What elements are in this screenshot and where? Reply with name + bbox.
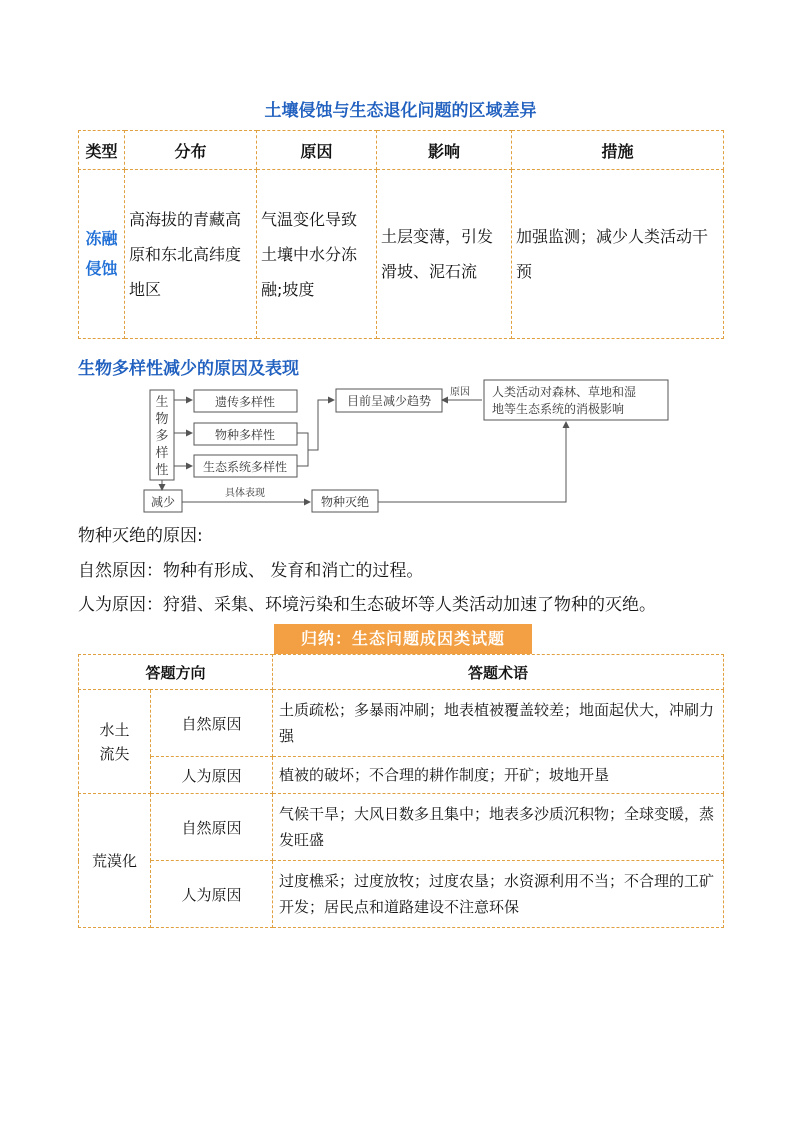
desert-natural-terms: 气候干旱；大风日数多且集中；地表多沙质沉积物；全球变暖，蒸发旺盛: [273, 794, 724, 861]
header-direction: 答题方向: [79, 655, 273, 690]
section2-title: 生物多样性减少的原因及表现: [78, 359, 299, 379]
type-cell: [79, 170, 125, 339]
erosion-table: [78, 130, 724, 339]
trend-label: 目前呈减少趋势: [346, 394, 432, 408]
soil-human-label: 人为原因: [151, 757, 273, 794]
species-label: 物种多样性: [214, 428, 276, 442]
desert-human-label: 人为原因: [151, 861, 273, 928]
decrease-label: 减少: [150, 495, 176, 509]
distribution-cell: 高海拔的青藏高原和东北高纬度地区: [125, 170, 257, 339]
soil-loss-line1: 水土: [99, 720, 130, 739]
type-line2: 侵蚀: [85, 259, 118, 278]
causes-table: [78, 654, 724, 928]
genetic-label: 遗传多样性: [214, 395, 276, 409]
header-cause: 原因: [257, 131, 377, 170]
causes-table-row: [79, 757, 724, 794]
cause-cell: 气温变化导致土壤中水分冻融;坡度: [257, 170, 377, 339]
measures-cell: 加强监测；减少人类活动干预: [512, 170, 724, 339]
summary-badge: 归纳：生态问题成因类试题: [274, 624, 532, 654]
human-cause-text: 人为原因：狩猎、采集、环境污染和生态破坏等人类活动加速了物种的灭绝。: [78, 595, 656, 615]
causes-table-row: [79, 690, 724, 757]
soil-loss-cell: [79, 690, 151, 794]
vlabel-3: 样: [155, 446, 169, 461]
causes-table-header-row: [79, 655, 724, 690]
human-activity-line2: 地等生态系统的消极影响: [492, 402, 625, 416]
causes-table-row: [79, 861, 724, 928]
header-distribution: 分布: [125, 131, 257, 170]
header-impact: 影响: [377, 131, 512, 170]
biodiversity-diagram: [140, 378, 680, 518]
soil-natural-terms: 土质疏松；多暴雨冲刷；地表植被覆盖较差；地面起伏大，冲刷力强: [273, 690, 724, 757]
natural-cause-text: 自然原因：物种有形成、 发育和消亡的过程。: [78, 561, 424, 581]
section1-title: 土壤侵蚀与生态退化问题的区域差异: [264, 101, 537, 121]
extinction-cause-heading: 物种灭绝的原因:: [78, 526, 203, 546]
causes-table-row: [79, 794, 724, 861]
header-type: 类型: [79, 131, 125, 170]
erosion-table-row: [79, 170, 724, 339]
vlabel-4: 性: [155, 463, 169, 478]
extinction-label: 物种灭绝: [320, 495, 370, 509]
desert-cell: 荒漠化: [79, 794, 151, 928]
type-line1: 冻融: [85, 229, 118, 248]
impact-cell: 土层变薄，引发滑坡、泥石流: [377, 170, 512, 339]
human-activity-line1: 人类活动对森林、草地和湿: [492, 385, 637, 399]
ecosystem-label: 生态系统多样性: [202, 460, 288, 474]
erosion-table-header-row: [79, 131, 724, 170]
vlabel-1: 物: [155, 412, 169, 427]
header-measures: 措施: [512, 131, 724, 170]
manifestation-label: 具体表现: [225, 488, 265, 499]
soil-human-terms: 植被的破坏；不合理的耕作制度；开矿；坡地开垦: [273, 757, 724, 794]
vlabel-0: 生: [155, 395, 169, 410]
soil-natural-label: 自然原因: [151, 690, 273, 757]
header-terms: 答题术语: [273, 655, 724, 690]
vlabel-2: 多: [155, 429, 169, 444]
desert-natural-label: 自然原因: [151, 794, 273, 861]
cause-arrow-label: 原因: [450, 387, 470, 398]
desert-human-terms: 过度樵采；过度放牧；过度农垦；水资源利用不当；不合理的工矿开发；居民点和道路建设不注意环保: [273, 861, 724, 928]
soil-loss-line2: 流失: [99, 744, 130, 763]
